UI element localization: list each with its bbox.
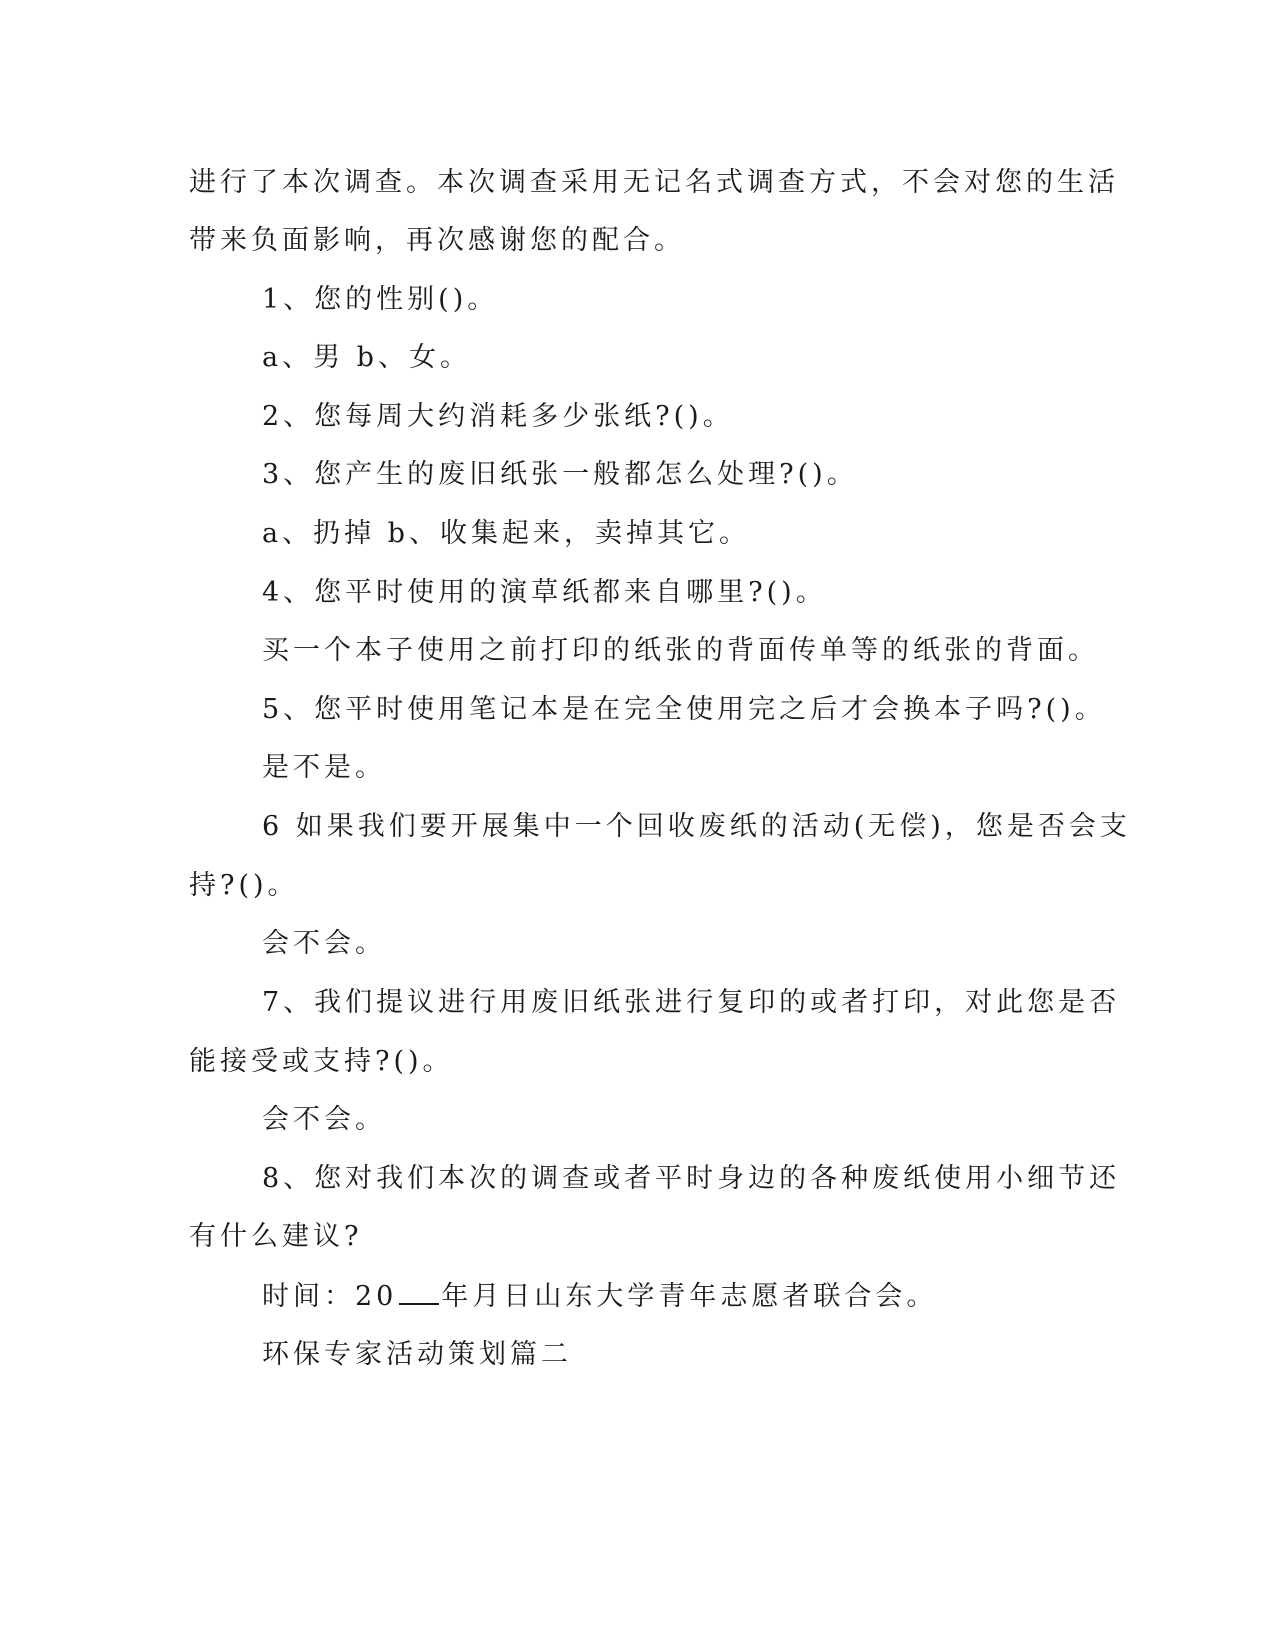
question-1: 1、您的性别()。 [262, 284, 499, 315]
question-6-line-2: 持?()。 [189, 870, 299, 901]
question-5: 5、您平时使用笔记本是在完全使用完之后才会换本子吗?()。 [262, 694, 1106, 725]
question-3-options: a、扔掉 b、收集起来，卖掉其它。 [262, 518, 750, 549]
question-7-options: 会不会。 [262, 1104, 386, 1135]
question-8-line-1: 8、您对我们本次的调查或者平时身边的各种废纸使用小细节还 [262, 1163, 1121, 1194]
date-prefix: 时间：20 [262, 1281, 398, 1312]
intro-line-1: 进行了本次调查。本次调查采用无记名式调查方式，不会对您的生活 [189, 167, 1119, 198]
question-7-line-2: 能接受或支持?()。 [189, 1046, 454, 1077]
question-4-options: 买一个本子使用之前打印的纸张的背面传单等的纸张的背面。 [262, 635, 1099, 666]
intro-line-2: 带来负面影响，再次感谢您的配合。 [189, 225, 685, 256]
question-6-options: 会不会。 [262, 928, 386, 959]
date-blank [399, 1279, 439, 1305]
question-7-line-1: 7、我们提议进行用废旧纸张进行复印的或者打印，对此您是否 [262, 987, 1121, 1018]
question-2: 2、您每周大约消耗多少张纸?()。 [262, 401, 734, 432]
question-5-options: 是不是。 [262, 752, 386, 783]
date-line [262, 1279, 937, 1313]
question-4: 4、您平时使用的演草纸都来自哪里?()。 [262, 577, 827, 608]
question-6-line-1: 6 如果我们要开展集中一个回收废纸的活动(无偿)，您是否会支 [262, 811, 1131, 842]
question-3: 3、您产生的废旧纸张一般都怎么处理?()。 [262, 459, 858, 490]
question-8-line-2: 有什么建议? [189, 1221, 363, 1252]
question-1-options: a、男 b、女。 [262, 342, 471, 373]
date-suffix: 年月日山东大学青年志愿者联合会。 [441, 1281, 938, 1312]
next-section-title: 环保专家活动策划篇二 [262, 1339, 572, 1370]
